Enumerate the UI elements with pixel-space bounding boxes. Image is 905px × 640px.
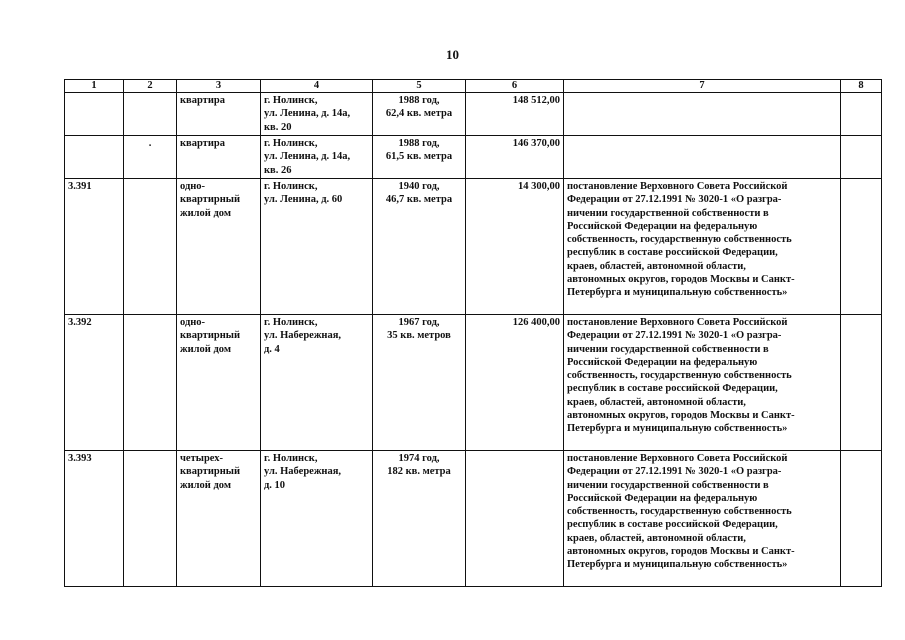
year-area-cell: 1974 год, 182 кв. метра [373,451,466,587]
column-8-cell [841,136,882,179]
column-2-cell [124,93,177,136]
value-cell: 148 512,00 [466,93,564,136]
address-cell: г. Нолинск, ул. Ленина, д. 14а, кв. 20 [261,93,373,136]
header-cell: 5 [373,80,466,93]
header-cell: 3 [177,80,261,93]
column-2-cell [124,451,177,587]
table-row [65,93,882,136]
legal-basis-cell [564,136,841,179]
year-area-cell: 1940 год, 46,7 кв. метра [373,179,466,315]
year-area-cell: 1988 год, 61,5 кв. метра [373,136,466,179]
legal-basis-cell: постановление Верховного Совета Российской Федерации от 27.12.1991 № 3020-1 «О разгра- ничении государственной собственности в Российской Федерации на федеральную собственность, государственную собственность республик в составе российской Федерации, краев, областей, автономной области, автономных округов, городов Москвы и Санкт- Петербурга и муниципальную собственность» [564,451,841,587]
column-2-cell [124,179,177,315]
value-cell: 14 300,00 [466,179,564,315]
header-cell: 7 [564,80,841,93]
value-cell: 126 400,00 [466,315,564,451]
item-number-cell [65,93,124,136]
object-type-cell: одно- квартирный жилой дом [177,315,261,451]
item-number-cell: 3.393 [65,451,124,587]
page-number: 10 [446,47,459,62]
object-type-cell: четырех- квартирный жилой дом [177,451,261,587]
address-cell: г. Нолинск, ул. Ленина, д. 60 [261,179,373,315]
column-8-cell [841,451,882,587]
legal-basis-cell: постановление Верховного Совета Российской Федерации от 27.12.1991 № 3020-1 «О разгра- ничении государственной собственности в Российской Федерации на федеральную собственность, государственную собственность республик в составе российской Федерации, краев, областей, автономной области, автономных округов, городов Москвы и Санкт- Петербурга и муниципальную собственность» [564,315,841,451]
item-number-cell: 3.391 [65,179,124,315]
column-2-cell [124,315,177,451]
table-row [65,315,882,451]
table-header-row [65,80,882,93]
table-row [65,179,882,315]
column-8-cell [841,179,882,315]
column-2-cell: . [124,136,177,179]
header-cell: 8 [841,80,882,93]
table-row [65,136,882,179]
object-type-cell: квартира [177,136,261,179]
legal-basis-cell: постановление Верховного Совета Российской Федерации от 27.12.1991 № 3020-1 «О разгра- ничении государственной собственности в Российской Федерации на федеральную собственность, государственную собственность республик в составе российской Федерации, краев, областей, автономной области, автономных округов, городов Москвы и Санкт- Петербурга и муниципальную собственность» [564,179,841,315]
item-number-cell: 3.392 [65,315,124,451]
header-cell: 1 [65,80,124,93]
header-cell: 4 [261,80,373,93]
header-cell: 2 [124,80,177,93]
header-cell: 6 [466,80,564,93]
address-cell: г. Нолинск, ул. Ленина, д. 14а, кв. 26 [261,136,373,179]
column-8-cell [841,93,882,136]
object-type-cell: квартира [177,93,261,136]
year-area-cell: 1988 год, 62,4 кв. метра [373,93,466,136]
column-8-cell [841,315,882,451]
value-cell [466,451,564,587]
legal-basis-cell [564,93,841,136]
address-cell: г. Нолинск, ул. Набережная, д. 10 [261,451,373,587]
year-area-cell: 1967 год, 35 кв. метров [373,315,466,451]
object-type-cell: одно- квартирный жилой дом [177,179,261,315]
table-row [65,451,882,587]
value-cell: 146 370,00 [466,136,564,179]
property-registry-table [64,79,882,587]
item-number-cell [65,136,124,179]
address-cell: г. Нолинск, ул. Набережная, д. 4 [261,315,373,451]
